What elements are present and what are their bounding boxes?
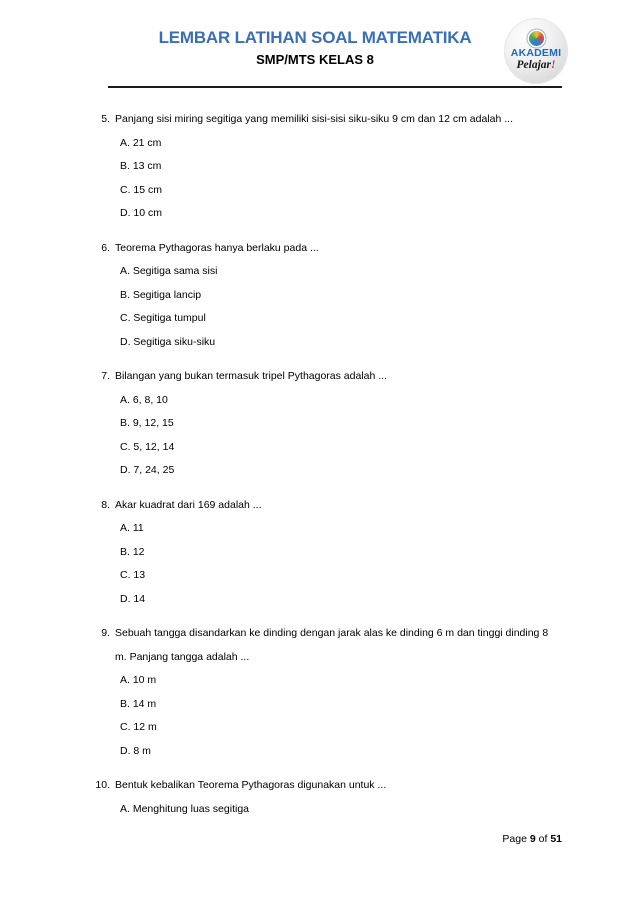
question-text: Bentuk kebalikan Teorema Pythagoras digunakan untuk ... (115, 779, 387, 791)
answer-option[interactable]: B. 9, 12, 15 (120, 417, 174, 429)
question-item (0, 365, 640, 483)
answer-option[interactable]: A. Segitiga sama sisi (120, 265, 218, 277)
answer-option[interactable]: D. 7, 24, 25 (120, 464, 175, 476)
answer-option[interactable]: B. 12 (120, 545, 145, 558)
question-heading (0, 237, 640, 261)
question-heading (0, 494, 640, 518)
footer-of-word: of (538, 833, 548, 845)
question-number: 10. (95, 779, 110, 791)
question-text: Akar kuadrat dari 169 adalah ... (115, 498, 262, 511)
answer-options (120, 389, 640, 483)
answer-option[interactable]: D. 10 cm (120, 207, 163, 219)
question-text: Bilangan yang bukan termasuk tripel Pythagoras adalah ... (115, 370, 388, 382)
question-item (0, 622, 640, 763)
answer-option[interactable]: A. 11 (120, 522, 144, 534)
question-text: Teorema Pythagoras hanya berlaku pada ... (115, 241, 319, 254)
logo-exclamation: ! (551, 58, 556, 71)
answer-option[interactable]: C. 12 m (120, 721, 157, 733)
answer-option[interactable]: A. 21 cm (120, 136, 162, 149)
answer-option[interactable]: C. 5, 12, 14 (120, 440, 175, 453)
answer-options (120, 517, 640, 611)
question-item (0, 237, 640, 355)
answer-options (120, 260, 640, 354)
page-footer (0, 833, 640, 845)
question-number: 6. (101, 241, 110, 254)
question-heading (0, 108, 640, 132)
questions-list (0, 108, 640, 832)
question-heading (0, 622, 640, 669)
logo-pelajar-word: Pelajar (516, 58, 551, 71)
question-number: 8. (101, 498, 110, 511)
question-item (0, 494, 640, 612)
question-text: Panjang sisi miring segitiga yang memiliki sisi-sisi siku-siku 9 cm dan 12 cm adalah ... (115, 113, 513, 125)
answer-option[interactable]: D. 8 m (120, 744, 151, 757)
answer-option[interactable]: C. Segitiga tumpul (120, 312, 206, 324)
question-item (0, 108, 640, 226)
logo-pelajar-text (517, 59, 556, 72)
question-heading (0, 774, 640, 798)
answer-option[interactable]: C. 15 cm (120, 183, 163, 196)
answer-option[interactable]: D. 14 (120, 592, 146, 605)
answer-option[interactable]: D. Segitiga siku-siku (120, 335, 216, 348)
logo-akademi-text: AKADEMI (510, 46, 562, 59)
answer-option[interactable]: B. 14 m (120, 697, 157, 710)
question-number: 7. (101, 370, 110, 382)
answer-option[interactable]: A. 6, 8, 10 (120, 393, 168, 406)
answer-options (120, 132, 640, 226)
footer-total-pages: 51 (550, 833, 562, 845)
answer-options (120, 669, 640, 763)
page-subtitle: SMP/MTS KELAS 8 (256, 52, 374, 67)
answer-option[interactable]: B. Segitiga lancip (120, 288, 202, 301)
header-divider (108, 86, 562, 88)
answer-options (120, 798, 640, 822)
question-number: 5. (101, 113, 110, 125)
page-title: LEMBAR LATIHAN SOAL MATEMATIKA (158, 28, 472, 47)
akademi-pelajar-logo (504, 18, 568, 84)
question-text: Sebuah tangga disandarkan ke dinding dengan jarak alas ke dinding 6 m dan tinggi dinding 8 m. Panjang tangga adalah ... (115, 627, 549, 663)
globe-icon (529, 31, 544, 46)
page-header (0, 0, 640, 90)
question-heading (0, 365, 640, 389)
answer-option[interactable]: B. 13 cm (120, 160, 162, 172)
question-item (0, 774, 640, 821)
footer-page-number: 9 (529, 833, 536, 845)
answer-option[interactable]: C. 13 (120, 569, 146, 581)
question-number: 9. (101, 627, 110, 639)
answer-option[interactable]: A. 10 m (120, 674, 157, 686)
footer-page-word: Page (502, 833, 527, 845)
answer-option[interactable]: A. Menghitung luas segitiga (120, 802, 249, 815)
